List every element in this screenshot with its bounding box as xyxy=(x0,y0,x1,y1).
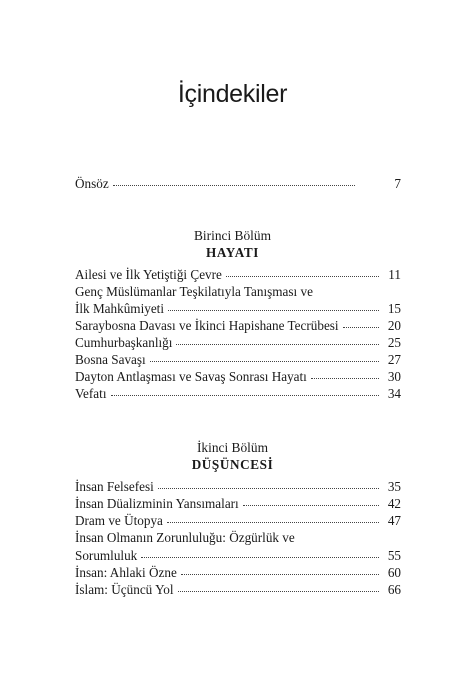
leader-dots xyxy=(243,505,379,506)
toc-entry-title: İnsan Düalizminin Yansımaları xyxy=(75,496,239,511)
toc-entry-page: 55 xyxy=(387,548,401,563)
leader-dots xyxy=(141,557,379,558)
toc-entry-page: 7 xyxy=(394,176,401,191)
part-label: Birinci Bölüm xyxy=(194,228,271,243)
toc-entry-title: İslam: Üçüncü Yol xyxy=(75,582,174,597)
leader-dots xyxy=(181,574,379,575)
part-title: HAYATI xyxy=(206,245,259,260)
toc-entry-title: İnsan: Ahlaki Özne xyxy=(75,565,177,580)
toc-entry[interactable] xyxy=(75,496,401,512)
toc-entry[interactable] xyxy=(75,565,401,581)
toc-entry-title: Ailesi ve İlk Yetiştiği Çevre xyxy=(75,267,222,282)
toc-entry[interactable] xyxy=(75,369,401,385)
toc-entry-page: 30 xyxy=(387,369,401,384)
toc-entry-title: İnsan Felsefesi xyxy=(75,479,154,494)
leader-dots xyxy=(178,591,379,592)
leader-dots xyxy=(158,488,379,489)
leader-dots xyxy=(167,522,379,523)
toc-entry[interactable] xyxy=(75,582,401,598)
toc-entry-page: 66 xyxy=(387,582,401,597)
toc-entry-page: 15 xyxy=(387,301,401,316)
toc-entry-title-line1[interactable]: İnsan Olmanın Zorunluluğu: Özgürlük ve xyxy=(75,530,295,545)
toc-entry-page: 35 xyxy=(387,479,401,494)
toc-entry-title: Cumhurbaşkanlığı xyxy=(75,335,173,350)
leader-dots xyxy=(111,395,380,396)
part-title: DÜŞÜNCESİ xyxy=(191,457,274,472)
toc-entry-page: 27 xyxy=(387,352,401,367)
toc-entry[interactable] xyxy=(75,386,401,402)
toc-entry[interactable] xyxy=(75,301,401,317)
toc-entry-title: İlk Mahkûmiyeti xyxy=(75,301,165,316)
toc-entry[interactable] xyxy=(75,318,401,334)
toc-entry[interactable] xyxy=(75,352,401,368)
toc-entry-title: Dayton Antlaşması ve Savaş Sonrası Hayatı xyxy=(75,369,307,384)
leader-dots xyxy=(168,310,379,311)
toc-entry-page: 20 xyxy=(387,318,401,333)
toc-entry[interactable] xyxy=(75,267,401,283)
leader-dots xyxy=(113,185,355,186)
toc-entry-title-line1[interactable]: Genç Müslümanlar Teşkilatıyla Tanışması ve xyxy=(75,284,313,299)
page-title: İçindekiler xyxy=(177,80,288,108)
toc-entry-page: 11 xyxy=(388,267,401,282)
toc-entry[interactable] xyxy=(75,479,401,495)
toc-entry-title: Saraybosna Davası ve İkinci Hapishane Tecrübesi xyxy=(75,318,339,333)
toc-entry[interactable] xyxy=(75,513,401,529)
toc-entry[interactable] xyxy=(75,335,401,351)
toc-entry-page: 60 xyxy=(387,565,401,580)
toc-entry-page: 42 xyxy=(387,496,401,511)
leader-dots xyxy=(150,361,379,362)
part-label: İkinci Bölüm xyxy=(196,440,269,455)
toc-entry-title: Bosna Savaşı xyxy=(75,352,146,367)
toc-entry-title: Vefatı xyxy=(75,386,107,401)
toc-entry-title: Sorumluluk xyxy=(75,548,138,563)
leader-dots xyxy=(311,378,379,379)
toc-entry[interactable] xyxy=(75,548,401,564)
toc-entry-title: Önsöz xyxy=(75,176,109,191)
leader-dots xyxy=(226,276,379,277)
toc-entry-page: 47 xyxy=(387,513,401,528)
toc-entry-title: Dram ve Ütopya xyxy=(75,513,163,528)
toc-entry-preface[interactable] xyxy=(75,176,401,192)
leader-dots xyxy=(176,344,379,345)
leader-dots xyxy=(343,327,379,328)
toc-entry-page: 34 xyxy=(387,386,401,401)
toc-entry-page: 25 xyxy=(387,335,401,350)
